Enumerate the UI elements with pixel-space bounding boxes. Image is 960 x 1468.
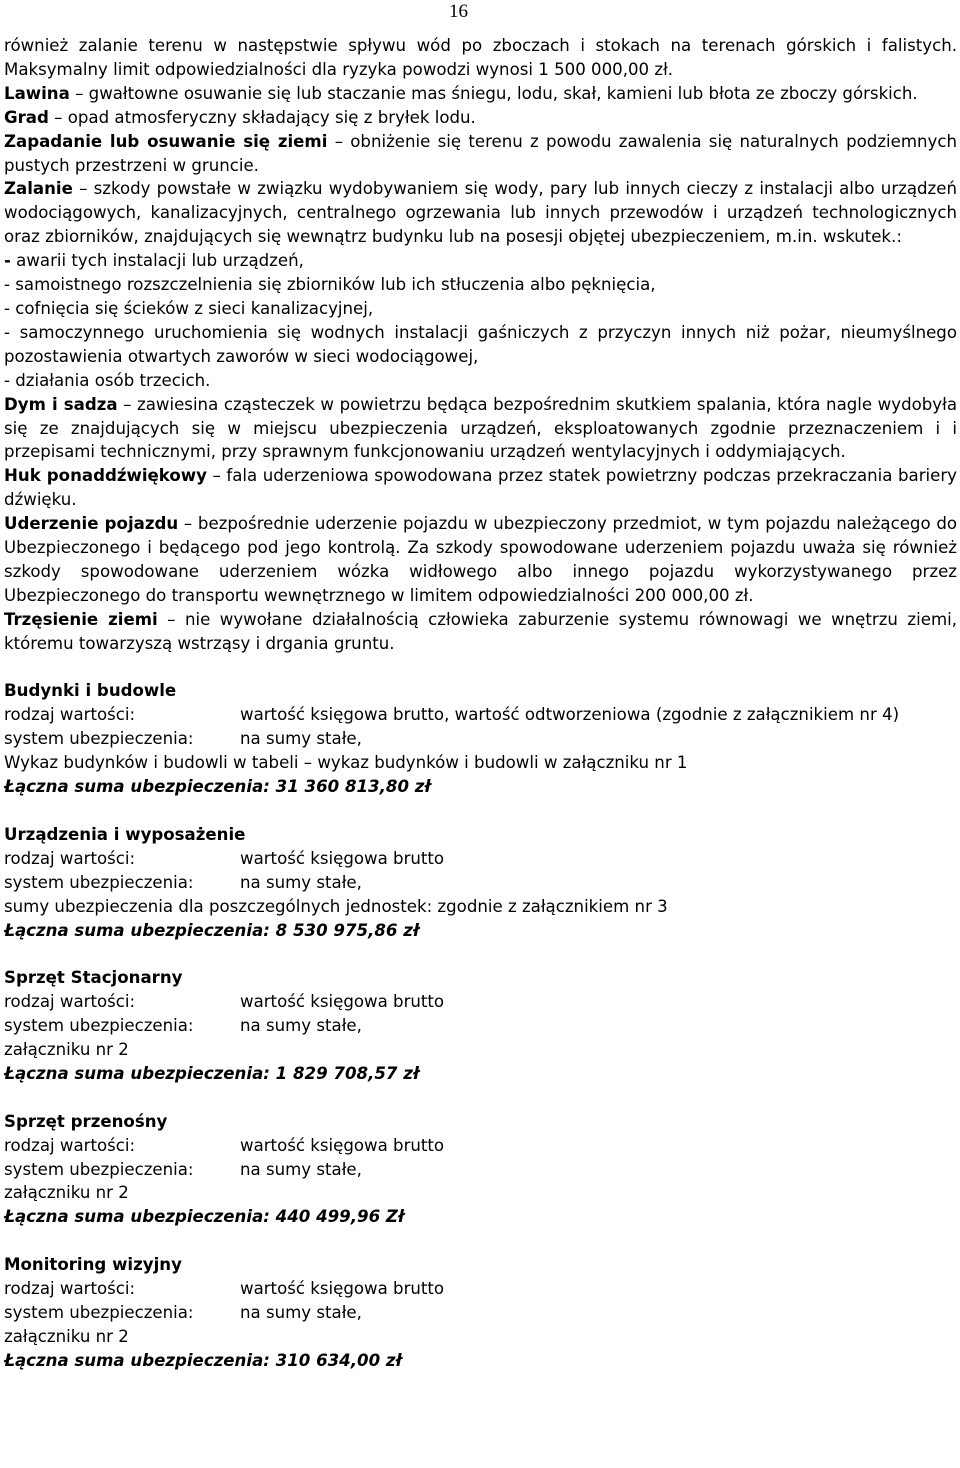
field-label: system ubezpieczenia: [4,1302,194,1322]
field-value: na sumy stałe, [240,729,362,749]
definition-zalanie [4,177,957,249]
definition-term: Grad [4,107,49,127]
field-row [4,1134,957,1158]
section-total: Łączna suma ubezpieczenia: 8 530 975,86 zł [4,920,420,940]
field-row [4,847,957,871]
section-monitoring [4,1253,957,1373]
field-row [4,871,957,895]
section-budynki [4,679,957,799]
field-row [4,703,957,727]
field-label: rodzaj wartości: [4,705,136,725]
section-title: Monitoring wizyjny [4,1255,182,1275]
section-urzadzenia [4,823,957,943]
definition-dym-i-sadza [4,393,957,465]
field-label: system ubezpieczenia: [4,872,194,892]
field-row [4,1158,957,1182]
field-row [4,990,957,1014]
field-row [4,1014,957,1038]
definition-text: – obniżenie się terenu z powodu zawalenia się naturalnych podziemnych pustych przestrzeni w gruncie. [4,131,957,175]
definition-huk [4,464,957,512]
definition-term: Lawina [4,83,70,103]
definition-uderzenie-pojazdu [4,512,957,608]
list-text: - samoczynnego uruchomienia się wodnych instalacji gaśniczych z przyczyn innych niż pożar, nieumyślnego pozostawienia otwartych zaworów w sieci wodociągowej, [4,322,957,366]
definition-text: – nie wywołane działalnością człowieka zaburzenie systemu równowagi we wnętrzu ziemi, któremu towarzyszą wstrząsy i drgania gruntu. [4,609,957,653]
field-value: na sumy stałe, [240,1159,362,1179]
section-note: załączniku nr 2 [4,1040,129,1060]
field-label: system ubezpieczenia: [4,729,194,749]
definition-term: Huk ponaddźwiękowy [4,466,207,486]
field-label: rodzaj wartości: [4,848,136,868]
field-value: wartość księgowa brutto [240,1279,445,1299]
section-total: Łączna suma ubezpieczenia: 1 829 708,57 zł [4,1063,420,1083]
definition-term: Dym i sadza [4,394,118,414]
field-row [4,1277,957,1301]
definition-lawina [4,82,957,106]
section-title: Sprzęt Stacjonarny [4,968,183,988]
field-label: system ubezpieczenia: [4,1159,194,1179]
list-item [4,321,957,369]
field-value: wartość księgowa brutto [240,1135,445,1155]
field-value: na sumy stałe, [240,1016,362,1036]
list-item [4,249,957,273]
list-text: - działania osób trzecich. [4,370,211,390]
field-value: wartość księgowa brutto, wartość odtworzeniowa (zgodnie z załącznikiem nr 4) [240,705,900,725]
list-dash: - [4,251,11,271]
field-row [4,727,957,751]
section-note: załączniku nr 2 [4,1183,129,1203]
section-note: załączniku nr 2 [4,1326,129,1346]
field-row [4,1301,957,1325]
section-title: Budynki i budowle [4,681,177,701]
list-text: awarii tych instalacji lub urządzeń, [10,251,304,271]
definition-text: również zalanie terenu w następstwie spływu wód po zboczach i stokach na terenach górskich i falistych. Maksymalny limit odpowiedzialności dla ryzyka powodzi wynosi 1 500 000,00 zł. [4,36,957,79]
definition-text: – zawiesina cząsteczek w powietrzu będąca bezpośrednim skutkiem spalania, która nagle wydobyła się ze znajdujących się w miejscu ubezpieczenia urządzeń, eksploatowanych zgodnie przeznaczeniem i i przepisami technicznymi, przy sprawnym funkcjonowaniu urządzeń wentylacyjnych i oddymiających. [4,394,957,462]
section-sprzet-przenosny [4,1110,957,1230]
section-note: Wykaz budynków i budowli w tabeli – wykaz budynków i budowli w załączniku nr 1 [4,753,688,773]
definition-term: Zapadanie lub osuwanie się ziemi [4,131,328,151]
definition-term: Zalanie [4,179,73,199]
definition-term: Uderzenie pojazdu [4,514,179,534]
definition-text: – gwałtowne osuwanie się lub staczanie mas śniegu, lodu, skał, kamieni lub błota ze zboczy górskich. [69,83,918,103]
section-title: Sprzęt przenośny [4,1111,168,1131]
page-number: 16 [449,1,468,22]
document-body [4,34,957,1373]
list-text: - samoistnego rozszczelnienia się zbiorników lub ich stłuczenia albo pęknięcia, [4,275,656,295]
list-text: - cofnięcia się ścieków z sieci kanalizacyjnej, [4,298,374,318]
definition-text: – bezpośrednie uderzenie pojazdu w ubezpieczony przedmiot, w tym pojazdu należącego do Ubezpieczonego i będącego pod jego kontrolą. Za szkody spowodowane uderzeniem pojazdu uważa się również szkody spowodowane uderzeniem wózka widłowego albo innego pojazdu wykorzystywanego przez Ubezpieczonego do transportu wewnętrznego w limitem odpowiedzialności 200 000,00 zł. [4,514,958,605]
list-item [4,369,957,393]
field-label: rodzaj wartości: [4,1279,136,1299]
field-value: na sumy stałe, [240,872,362,892]
section-note: sumy ubezpieczenia dla poszczególnych jednostek: zgodnie z załącznikiem nr 3 [4,896,668,916]
definition-text: – szkody powstałe w związku wydobywaniem się wody, pary lub innych cieczy z instalacji albo urządzeń wodociągowych, kanalizacyjnych, centralnego ogrzewania lub innych przewodów i urządzeń technologicznych oraz zbiorników, znajdujących się wewnątrz budynku lub na posesji objętej ubezpieczeniem, m.in. wskutek.: [4,179,957,247]
section-total: Łączna suma ubezpieczenia: 31 360 813,80 zł [4,777,431,797]
field-label: system ubezpieczenia: [4,1016,194,1036]
definition-text: – fala uderzeniowa spowodowana przez statek powietrzny podczas przekraczania bariery dźwięku. [4,466,957,510]
section-total: Łączna suma ubezpieczenia: 440 499,96 Zł [4,1207,405,1227]
field-value: na sumy stałe, [240,1302,362,1322]
definition-grad [4,106,957,130]
field-value: wartość księgowa brutto [240,992,445,1012]
definition-term: Trzęsienie ziemi [4,609,158,629]
section-title: Urządzenia i wyposażenie [4,824,246,844]
list-item [4,297,957,321]
section-sprzet-stacjonarny [4,966,957,1086]
field-value: wartość księgowa brutto [240,848,445,868]
definition-text: – opad atmosferyczny składający się z bryłek lodu. [48,107,476,127]
definition-zapadanie [4,130,957,178]
field-label: rodzaj wartości: [4,992,136,1012]
list-item [4,273,957,297]
definition-trzesienie-ziemi [4,608,957,656]
definition-powodz-continued [4,34,957,82]
field-label: rodzaj wartości: [4,1135,136,1155]
section-total: Łączna suma ubezpieczenia: 310 634,00 zł [4,1350,402,1370]
